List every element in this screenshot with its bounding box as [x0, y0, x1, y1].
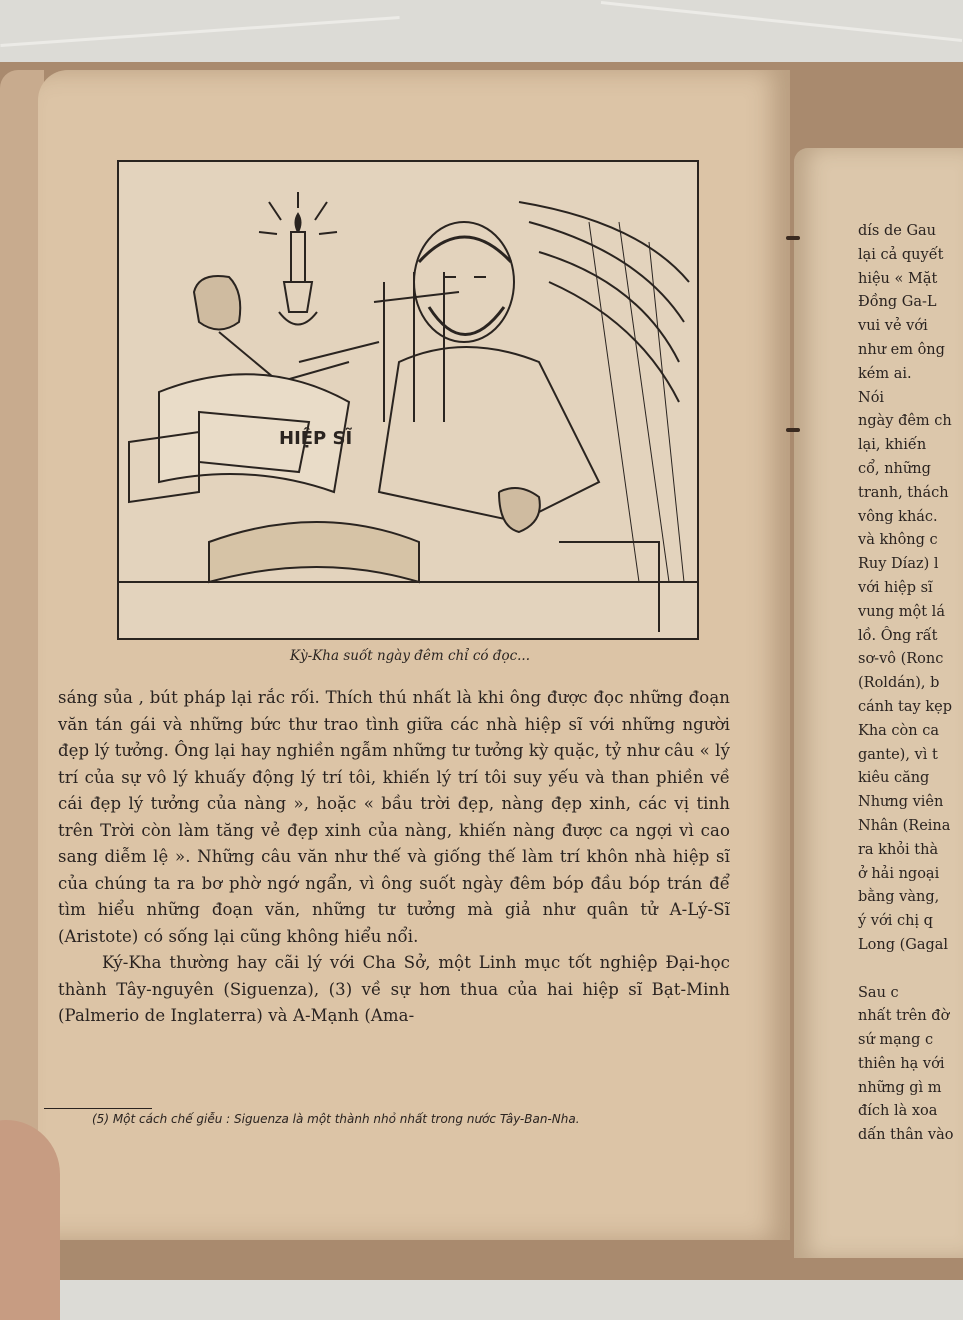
illustration	[117, 160, 699, 640]
right-page-line: vui vẻ với	[858, 318, 928, 335]
right-page-line: kiêu căng	[858, 770, 930, 787]
right-page-line: gante), vì t	[858, 746, 938, 763]
right-page-line: Long (Gagal	[858, 936, 949, 953]
right-page-line: Sau c	[858, 984, 899, 1001]
figure-caption: Kỳ-Kha suốt ngày đêm chỉ có đọc...	[289, 648, 531, 664]
right-page-line: với hiệp sĩ	[858, 579, 933, 596]
right-page-line: thiên hạ với	[858, 1055, 945, 1072]
right-page-line: như em ông	[858, 341, 945, 358]
illustration-drawing	[119, 162, 697, 638]
right-page-line: đích là xoa	[858, 1103, 938, 1120]
right-page-line: (Roldán), b	[858, 675, 940, 692]
right-page-line: lồ. Ông rất	[858, 627, 938, 644]
footnote-rule	[44, 1108, 152, 1109]
right-page-line: cánh tay kẹp	[858, 698, 952, 715]
right-page-line: ở hải ngoại	[858, 865, 940, 882]
right-page-body	[858, 220, 963, 1148]
right-page-line: ý với chị q	[858, 913, 933, 930]
right-page	[794, 148, 963, 1258]
left-page-body	[58, 685, 730, 1030]
paragraph-1: sáng sủa , bút pháp lại rắc rối. Thích thú nhất là khi ông được đọc những đoạn văn tán gái và những bức thư trao tình giữa các nhà hiệp sĩ với những người đẹp lý tưởng. Ông lại hay nghiền ngẫm những tư tưởng kỳ quặc, tỷ như câu « lý trí của sự vô lý khuấy động lý trí tôi, khiến lý trí tôi suy yếu và than phiền về cái đẹp lý tưởng của nàng », hoặc « bầu trời đẹp, nàng đẹp xinh, các vị tinh trên Trời còn làm tăng vẻ đẹp xinh của nàng, khiến nàng được ca ngợi vì cao sang diễm lệ ». Những câu văn như thế và giống thế làm trí khôn nhà hiệp sĩ của chúng ta ra bơ phờ ngớ ngẩn, vì ông suốt ngày đêm bóp đầu bóp trán để tìm hiểu những đoạn văn, những tư tưởng mà giả như quân tử A-Lý-Sĩ (Aristote) có sống lại cũng không hiểu nổi.	[58, 688, 730, 946]
hand	[0, 1120, 60, 1320]
right-page-line: hiệu « Mặt	[858, 270, 938, 287]
right-page-line: cổ, những	[858, 460, 931, 477]
right-page-line: Kha còn ca	[858, 722, 939, 739]
right-page-line: Nói	[858, 389, 885, 406]
right-page-line: dís de Gau	[858, 223, 937, 239]
binding-staple	[786, 428, 800, 432]
right-page-line: vông khác.	[858, 508, 938, 525]
right-page-line: lại, khiến	[858, 437, 927, 454]
illustration-book-title: HIỆP SĨ	[279, 428, 353, 449]
footnote: (5) Một cách chế giễu : Siguenza là một thành nhỏ nhất trong nước Tây-Ban-Nha.	[92, 1112, 580, 1126]
right-page-line	[858, 958, 963, 982]
right-page-line: sơ-vô (Ronc	[858, 651, 944, 668]
right-page-line: những gì m	[858, 1079, 942, 1096]
right-page-line: Nhân (Reina	[858, 817, 951, 834]
right-page-line: bằng vàng,	[858, 889, 940, 906]
right-page-line: ra khỏi thà	[858, 841, 939, 858]
right-page-line: Nhưng viên	[858, 794, 944, 811]
binding-staple	[786, 236, 800, 240]
right-page-line: ngày đêm ch	[858, 413, 952, 430]
right-page-line: dấn thân vào	[858, 1127, 954, 1144]
right-page-line: Đồng Ga-L	[858, 294, 937, 311]
right-page-line: vung một lá	[858, 603, 945, 620]
right-page-line: và không c	[858, 532, 938, 549]
paragraph-2: Ký-Kha thường hay cãi lý với Cha Sở, một Linh mục tốt nghiệp Đại-học thành Tây-nguyên (Siguenza), (3) về sự hơn thua của hai hiệp sĩ Bạt-Minh (Palmerio de Inglaterra) và A-Mạnh (Ama-	[58, 953, 730, 1025]
right-page-line: lại cả quyết	[858, 246, 944, 263]
right-page-line: nhất trên đờ	[858, 1008, 950, 1025]
right-page-line: kém ai.	[858, 365, 912, 382]
right-page-line: sứ mạng c	[858, 1032, 934, 1049]
right-page-line: Ruy Díaz) l	[858, 556, 939, 573]
right-page-line: tranh, thách	[858, 484, 949, 501]
